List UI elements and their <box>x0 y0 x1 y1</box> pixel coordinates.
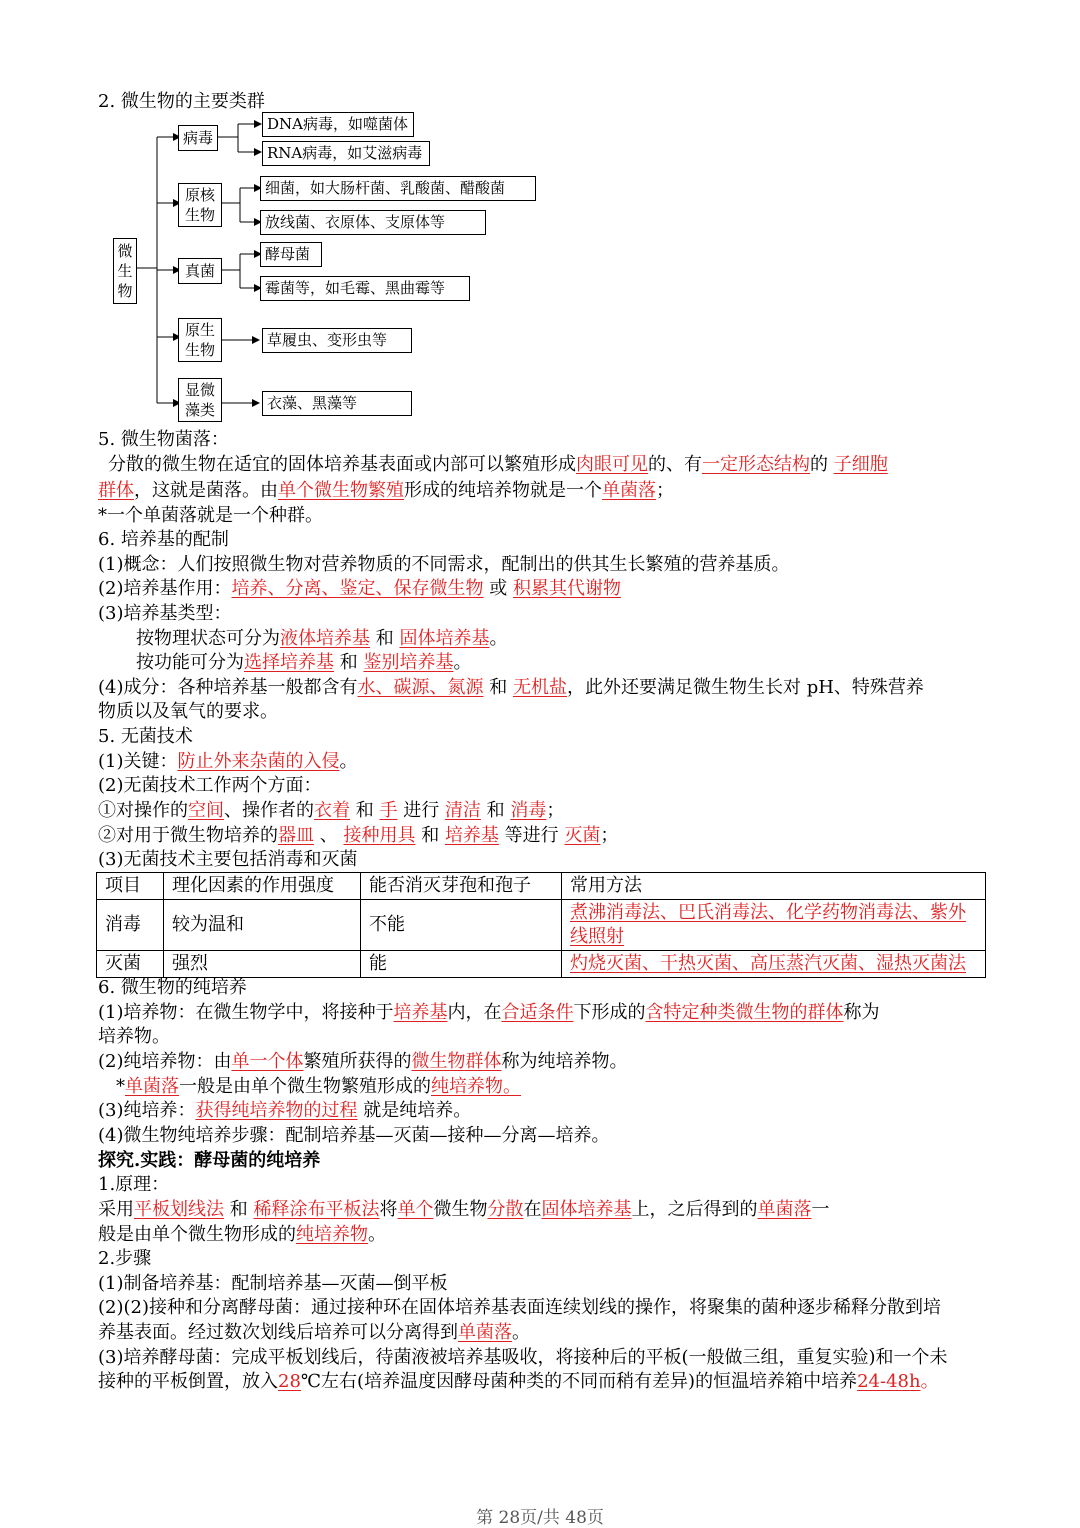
text: 和 <box>355 800 374 821</box>
table-cell: 较为温和 <box>164 900 361 951</box>
answer: 获得纯培养物的过程 <box>195 1100 358 1121</box>
section-title: 6. 微生物的纯培养 <box>98 977 247 998</box>
sterile-table <box>96 872 986 978</box>
text: (1)培养物：在微生物学中，将接种于 <box>98 1002 394 1023</box>
medium-components <box>98 676 988 700</box>
tree-group-label: 原生生物 <box>184 321 215 359</box>
tree-group-algae <box>178 378 222 422</box>
text: 2.步骤 <box>98 1248 152 1269</box>
table-header: 理化因素的作用强度 <box>164 873 361 900</box>
answer: 积累其代谢物 <box>512 578 621 599</box>
pure-title <box>98 976 988 1000</box>
text: 般是由单个微生物形成的 <box>98 1224 296 1245</box>
table-row <box>97 951 986 978</box>
tree-leaf-label: 放线菌、衣原体、支原体等 <box>265 213 446 231</box>
text: ； <box>546 800 565 821</box>
tree-leaf <box>260 276 470 301</box>
step-2b <box>98 1321 988 1345</box>
text: 将 <box>379 1199 398 1220</box>
sterile-key <box>98 750 988 774</box>
answer: 培养、分离、鉴定、保存微生物 <box>231 578 484 599</box>
text: 采用 <box>98 1199 134 1220</box>
section-title: 探究.实践：酵母菌的纯培养 <box>98 1150 321 1171</box>
tree-leaf-label: 霉菌等，如毛霉、黑曲霉等 <box>265 279 446 297</box>
tree-leaf-label: 酵母菌 <box>265 245 311 263</box>
text: 养基表面。经过数次划线后培养可以分离得到 <box>98 1322 458 1343</box>
tree-group-label: 病毒 <box>182 129 213 147</box>
tree-root-box <box>113 238 137 304</box>
text: 下形成的 <box>573 1002 646 1023</box>
pure-culture-4 <box>98 1124 988 1148</box>
tree-leaf-label: RNA病毒，如艾滋病毒 <box>267 144 423 162</box>
answer: 合适条件 <box>501 1002 574 1023</box>
sterile-aspect-2 <box>98 824 988 848</box>
text: 就是纯培养。 <box>363 1100 472 1121</box>
text: 。 <box>512 1322 530 1343</box>
answer: 培养基 <box>393 1002 448 1023</box>
table-header: 常用方法 <box>562 873 986 900</box>
text: ； <box>656 480 674 501</box>
pure-culture-1b <box>98 1025 988 1049</box>
text: (3)无菌技术主要包括消毒和灭菌 <box>98 849 358 870</box>
text: (3)培养酵母菌：完成平板划线后，待菌液被培养基吸收，将接种后的平板(一般做三组，重复实验)和一个未 <box>98 1347 948 1368</box>
text: ，此外还要满足微生物生长对 pH、特殊营养 <box>566 677 924 698</box>
text: 称为纯培养物。 <box>501 1051 628 1072</box>
section-title-microbe-groups: 2. 微生物的主要类群 <box>98 91 265 112</box>
section-title: 5. 微生物菌落： <box>98 429 229 450</box>
answer: 衣着 <box>314 800 350 821</box>
text: ℃左右(培养温度因酵母菌种类的不同而稍有差异)的恒温培养箱中培养 <box>300 1371 858 1392</box>
table-row <box>97 900 986 951</box>
table-cell <box>562 900 986 951</box>
text: ①对操作的 <box>98 800 188 821</box>
tree-group-label: 显微藻类 <box>184 381 215 419</box>
text: 形成的纯培养物就是一个 <box>404 480 602 501</box>
tree-group-label: 真菌 <box>184 262 215 280</box>
medium-components-2 <box>98 700 988 724</box>
tree-leaf <box>262 391 412 416</box>
table-cell: 强烈 <box>164 951 361 978</box>
text: 和 <box>375 628 394 649</box>
text: 微生物 <box>433 1199 488 1220</box>
answer: 。 <box>503 1076 521 1097</box>
principle-title <box>98 1173 988 1197</box>
tree-leaf <box>262 112 414 137</box>
text: (3)培养基类型： <box>98 603 232 624</box>
answer: 肉眼可见 <box>576 454 648 475</box>
text: 培养物。 <box>98 1026 170 1047</box>
text: 接种的平板倒置，放入 <box>98 1371 278 1392</box>
text: *一个单菌落就是一个种群。 <box>98 505 323 526</box>
colony-title <box>98 428 988 452</box>
tree-group-fungi <box>178 258 222 284</box>
answer: 平板划线法 <box>134 1199 224 1220</box>
text: ②对用于微生物培养的 <box>98 825 278 846</box>
text: 繁殖所获得的 <box>303 1051 412 1072</box>
steps-title <box>98 1247 988 1271</box>
answer: 线照射 <box>570 926 624 947</box>
text: (1)制备培养基：配制培养基—灭菌—倒平板 <box>98 1273 448 1294</box>
colony-note <box>98 504 988 528</box>
answer: 鉴别培养基 <box>363 652 454 673</box>
tree-group-virus <box>178 125 218 151</box>
text: 的、有 <box>648 454 702 475</box>
answer: 一定形态结构 <box>702 454 810 475</box>
pure-culture-1 <box>98 1001 988 1025</box>
step-3b <box>98 1370 988 1394</box>
answer: 含特定种类微生物的群体 <box>645 1002 844 1023</box>
text: (4)微生物纯培养步骤：配制培养基—灭菌—接种—分离—培养。 <box>98 1125 610 1146</box>
tree-leaf <box>260 242 322 267</box>
text: 、操作者的 <box>224 800 314 821</box>
text: 。 <box>368 1224 386 1245</box>
principle-line-1 <box>98 1198 988 1222</box>
medium-types-title <box>98 602 988 626</box>
pure-note <box>116 1075 1006 1099</box>
colony-line-1 <box>108 453 998 477</box>
text: (2)培养基作用： <box>98 578 232 599</box>
text: 等进行 <box>504 825 559 846</box>
text: 分散的微生物在适宜的固体培养基表面或内部可以繁殖形成 <box>108 454 576 475</box>
medium-title <box>98 528 988 552</box>
sterile-title <box>98 725 988 749</box>
answer: 单菌落 <box>458 1322 512 1343</box>
text: 。 <box>489 628 508 649</box>
text: (1)概念：人们按照微生物对营养物质的不同需求，配制出的供其生长繁殖的营养基质。 <box>98 554 790 575</box>
table-header: 能否消灭芽孢和孢子 <box>361 873 562 900</box>
text: 的 <box>810 454 828 475</box>
answer: 24-48h <box>857 1371 921 1392</box>
answer: 无机盐 <box>512 677 567 698</box>
answer: 消毒 <box>510 800 547 821</box>
text: 称为 <box>843 1002 880 1023</box>
answer: 纯培养物 <box>296 1224 368 1245</box>
section-title: 6. 培养基的配制 <box>98 529 229 550</box>
tree-group-protist <box>178 318 222 362</box>
text: 进行 <box>403 800 440 821</box>
answer: 灭菌 <box>564 825 601 846</box>
tree-leaf <box>260 176 536 201</box>
table-cell: 消毒 <box>97 900 164 951</box>
text: 1.原理： <box>98 1174 170 1195</box>
text: 物质以及氧气的要求。 <box>98 701 278 722</box>
table-header: 项目 <box>97 873 164 900</box>
table-cell: 灭菌 <box>97 951 164 978</box>
text: ，这就是菌落。由 <box>134 480 278 501</box>
answer: 选择培养基 <box>244 652 334 673</box>
text: (1)关键： <box>98 751 178 772</box>
answer: 防止外来杂菌的入侵 <box>177 751 340 772</box>
text: 或 <box>489 578 508 599</box>
answer: 分散 <box>487 1199 524 1220</box>
tree-group-prokaryote <box>178 183 222 227</box>
answer: 固体培养基 <box>399 628 490 649</box>
medium-concept <box>98 553 988 577</box>
medium-types-physical <box>136 627 1026 651</box>
text: 和 <box>229 1199 248 1220</box>
answer: 灼烧灭菌、干热灭菌、高压蒸汽灭菌、湿热灭菌法 <box>570 953 966 974</box>
tree-root-label: 微生物 <box>117 242 133 300</box>
classification-tree-lines <box>0 0 1080 430</box>
step-3 <box>98 1346 988 1370</box>
text: (2)纯培养物：由 <box>98 1051 232 1072</box>
tree-group-label: 原核生物 <box>184 186 215 224</box>
answer: 固体培养基 <box>541 1199 632 1220</box>
text: ； <box>600 825 619 846</box>
section-title: 5. 无菌技术 <box>98 726 193 747</box>
tree-leaf-label: 衣藻、黑藻等 <box>267 394 358 412</box>
answer: 单菌落 <box>757 1199 812 1220</box>
answer: 器皿 <box>278 825 314 846</box>
answer: 培养基 <box>444 825 499 846</box>
answer: 纯培养物 <box>431 1076 503 1097</box>
answer: 单菌落 <box>602 480 656 501</box>
text: 按功能可分为 <box>136 652 244 673</box>
text: (4)成分：各种培养基一般都含有 <box>98 677 358 698</box>
tree-leaf <box>262 141 430 166</box>
answer: 28 <box>278 1371 301 1392</box>
answer: 单个 <box>397 1199 434 1220</box>
tree-leaf <box>262 328 412 353</box>
text: 和 <box>421 825 440 846</box>
medium-types-function <box>136 651 1026 675</box>
text: 和 <box>339 652 358 673</box>
text: * <box>116 1076 125 1097</box>
answer: 单菌落 <box>125 1076 179 1097</box>
text: (2)(2)接种和分离酵母菌：通过接种环在固体培养基表面连续划线的操作，将聚集的菌种逐步稀释分散到培 <box>98 1297 941 1318</box>
table-cell: 能 <box>361 951 562 978</box>
table-cell <box>562 951 986 978</box>
principle-line-2 <box>98 1223 988 1247</box>
step-2 <box>98 1296 988 1320</box>
text: 上，之后得到的 <box>631 1199 758 1220</box>
answer: 稀释涂布平板法 <box>253 1199 380 1220</box>
answer: 水、碳源、氮源 <box>357 677 484 698</box>
text: 在 <box>523 1199 542 1220</box>
text: 。 <box>339 751 358 772</box>
page-number: 第 28页/共 48页 <box>476 1508 604 1528</box>
medium-function <box>98 577 988 601</box>
text: 、 <box>319 825 338 846</box>
tree-leaf-label: 草履虫、变形虫等 <box>267 331 388 349</box>
explore-title <box>98 1149 988 1173</box>
text: 一般是由单个微生物繁殖形成的 <box>179 1076 431 1097</box>
sterile-main <box>98 848 988 872</box>
tree-leaf <box>260 210 486 235</box>
answer: 接种用具 <box>343 825 416 846</box>
text: 按物理状态可分为 <box>136 628 280 649</box>
text: 和 <box>486 800 505 821</box>
tree-leaf-label: 细菌，如大肠杆菌、乳酸菌、醋酸菌 <box>265 179 506 197</box>
answer: 单个微生物繁殖 <box>278 480 404 501</box>
text: 一 <box>811 1199 830 1220</box>
answer: 清洁 <box>444 800 481 821</box>
answer: 群体 <box>98 480 134 501</box>
step-1 <box>98 1272 988 1296</box>
text: 和 <box>489 677 508 698</box>
pure-culture-3 <box>98 1099 988 1123</box>
answer: 液体培养基 <box>280 628 370 649</box>
colony-line-2 <box>98 479 988 503</box>
table-cell: 不能 <box>361 900 562 951</box>
answer: 煮沸消毒法、巴氏消毒法、化学药物消毒法、紫外 <box>570 902 966 923</box>
answer: 单一个体 <box>231 1051 304 1072</box>
text: 。 <box>453 652 472 673</box>
text: (2)无菌技术工作两个方面： <box>98 775 322 796</box>
tree-leaf-label: DNA病毒，如噬菌体 <box>267 115 408 133</box>
answer: 子细胞 <box>833 454 888 475</box>
text: 内，在 <box>447 1002 502 1023</box>
pure-culture-2 <box>98 1050 988 1074</box>
text: (3)纯培养： <box>98 1100 196 1121</box>
sterile-aspects <box>98 774 988 798</box>
sterile-aspect-1 <box>98 799 988 823</box>
answer: 微生物群体 <box>411 1051 502 1072</box>
table-header-row <box>97 873 986 900</box>
text: 。 <box>920 1371 939 1392</box>
answer: 手 <box>379 800 398 821</box>
answer: 空间 <box>188 800 224 821</box>
